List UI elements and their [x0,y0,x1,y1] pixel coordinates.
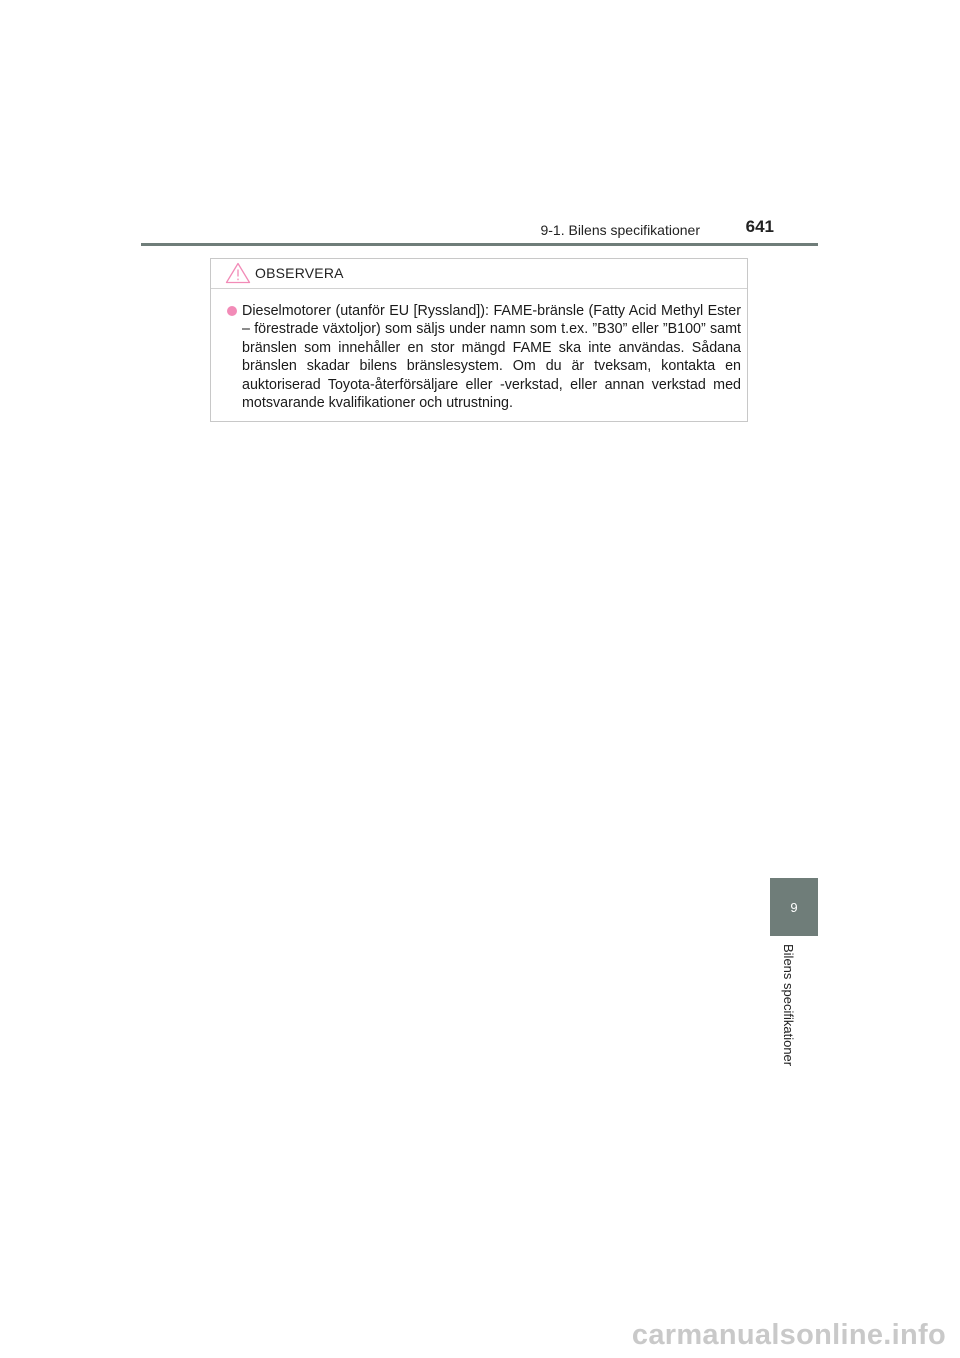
list-item [227,302,741,412]
chapter-tab [770,878,818,936]
chapter-title: Bilens specifikationer [781,944,796,1067]
chapter-number: 9 [790,899,798,915]
section-title: 9-1. Bilens specifikationer [540,222,700,238]
notice-box [210,258,748,422]
notice-text: Dieselmotorer (utanför EU [Ryssland]): FAME-bränsle (Fatty Acid Methyl Ester – förestrade växtoljor) som säljs under namn som t.ex. ”B30” eller ”B100” samt bränslen som innehåller en stor mängd FAME ska inte användas. Sådana bränslen skadar bilens bränslesystem. Om du är tveksam, kontakta en auktoriserad Toyota-återförsäljare eller -verkstad, eller annan verkstad med motsvarande kvalifikationer och utrustning. [242,303,741,412]
watermark-text: carmanualsonline.info [631,1319,946,1351]
warning-triangle-icon [225,262,251,284]
page-header [141,214,818,246]
notice-body [227,302,741,412]
bullet-icon [227,306,237,316]
notice-header [211,259,747,289]
header-rule [141,243,818,246]
page-number: 641 [745,217,774,236]
notice-title: OBSERVERA [255,265,344,281]
